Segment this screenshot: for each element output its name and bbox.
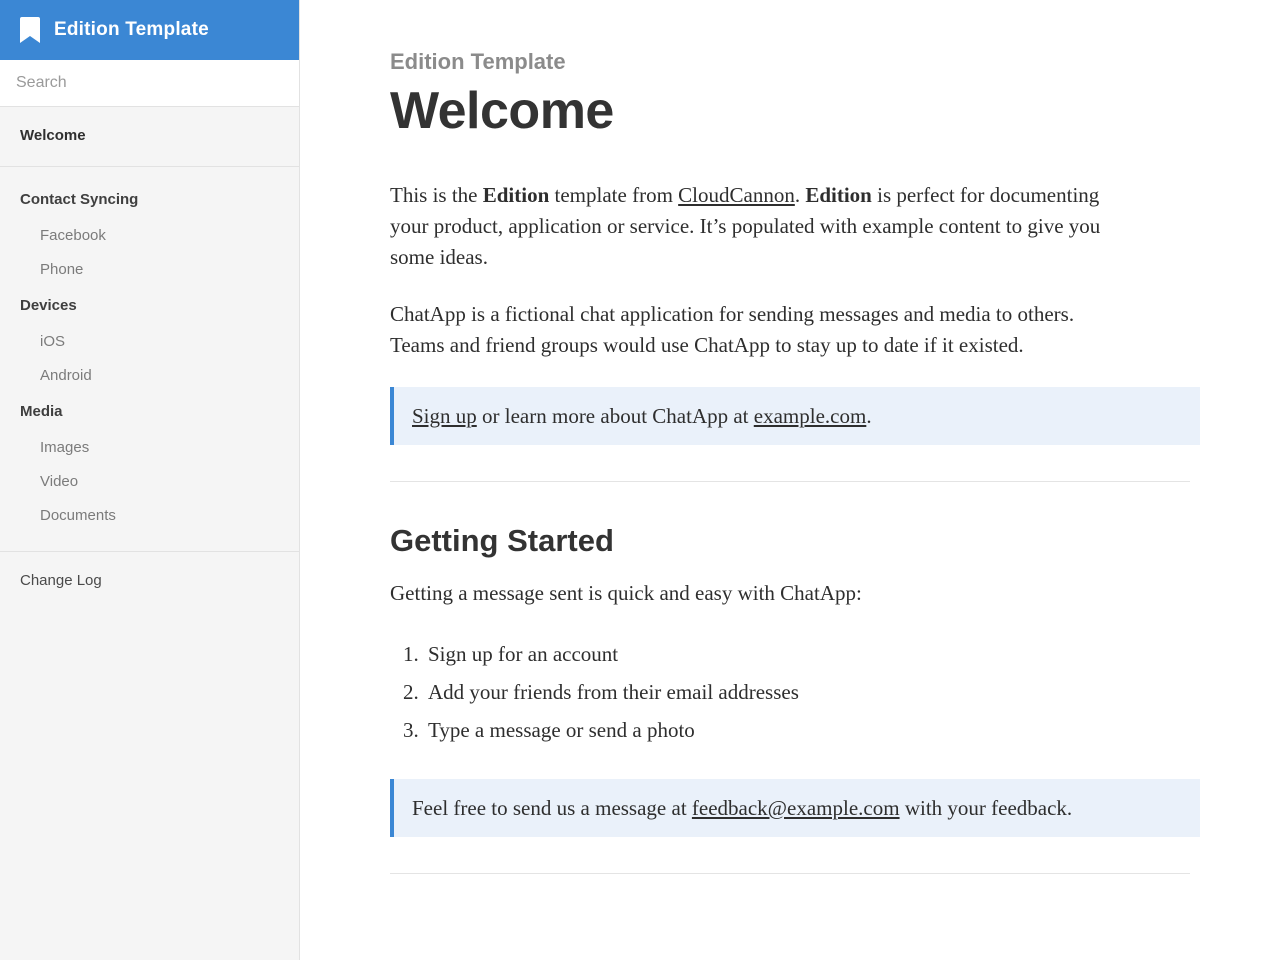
sidebar-item-images[interactable]: Images — [40, 439, 90, 456]
search-container[interactable] — [0, 60, 299, 107]
callout-signup-text: or learn more about ChatApp at — [476, 404, 754, 428]
callout-feedback-end: with your feedback. — [899, 796, 1073, 820]
intro-paragraph — [390, 180, 1120, 273]
sidebar-group-media[interactable]: Media — [20, 403, 63, 420]
page-eyebrow: Edition Template — [390, 49, 566, 74]
sign-up-link[interactable]: Sign up — [412, 404, 477, 428]
list-item: 1. Sign up for an account — [424, 635, 1120, 673]
section-divider-2 — [390, 873, 1190, 874]
sidebar-item-documents[interactable]: Documents — [40, 507, 116, 524]
section-title-getting-started: Getting Started — [390, 523, 614, 558]
cloudcannon-link[interactable]: CloudCannon — [678, 183, 795, 207]
section-divider-1 — [390, 481, 1190, 482]
intro-text-1: This is the — [390, 183, 483, 207]
callout-signup — [390, 387, 1200, 445]
steps-list — [390, 635, 1120, 749]
page-title: Welcome — [390, 82, 614, 140]
example-com-link[interactable]: example.com — [753, 404, 867, 428]
sidebar-nav — [0, 167, 299, 552]
sidebar-group-contact-syncing[interactable]: Contact Syncing — [20, 191, 139, 208]
intro-text-4: is perfect for documenting your product, application or service. It’s populated with example content to give you some ideas. — [390, 183, 1101, 269]
intro-strong-1: Edition — [482, 183, 550, 207]
callout-signup-end: . — [866, 404, 872, 428]
intro-strong-2: Edition — [805, 183, 872, 207]
callout-feedback — [390, 779, 1200, 837]
sidebar-item-video[interactable]: Video — [40, 473, 79, 490]
sidebar-item-facebook[interactable]: Facebook — [40, 227, 106, 244]
sidebar-item-welcome[interactable]: Welcome — [20, 127, 86, 144]
sidebar — [0, 0, 300, 960]
list-item: 2. Add your friends from their email addresses — [424, 673, 1120, 711]
sidebar-footer — [0, 552, 299, 610]
sidebar-group-devices[interactable]: Devices — [20, 297, 77, 314]
feedback-email-link[interactable]: feedback@example.com — [691, 796, 900, 820]
sidebar-item-android[interactable]: Android — [40, 367, 92, 384]
sidebar-item-change-log[interactable]: Change Log — [20, 572, 102, 589]
paragraph-chatapp: ChatApp is a fictional chat application for sending messages and media to others. Teams and friend groups would use ChatApp to stay up to date if it existed. — [390, 302, 1075, 357]
sidebar-current-section — [0, 107, 299, 167]
list-item: 3. Type a message or send a photo — [424, 711, 1120, 749]
bookmark-icon — [20, 17, 40, 43]
sidebar-item-ios[interactable]: iOS — [40, 333, 66, 350]
main-content — [300, 0, 1280, 960]
sidebar-brand-title: Edition Template — [54, 19, 209, 40]
sidebar-item-phone[interactable]: Phone — [40, 261, 84, 278]
content-inner — [300, 0, 1200, 874]
search-input[interactable] — [0, 60, 299, 106]
callout-feedback-start: Feel free to send us a message at — [412, 796, 692, 820]
sidebar-brand[interactable] — [0, 0, 299, 60]
section-lead: Getting a message sent is quick and easy with ChatApp: — [390, 581, 862, 605]
intro-text-2: template from — [549, 183, 679, 207]
intro-text-3: . — [794, 183, 806, 207]
